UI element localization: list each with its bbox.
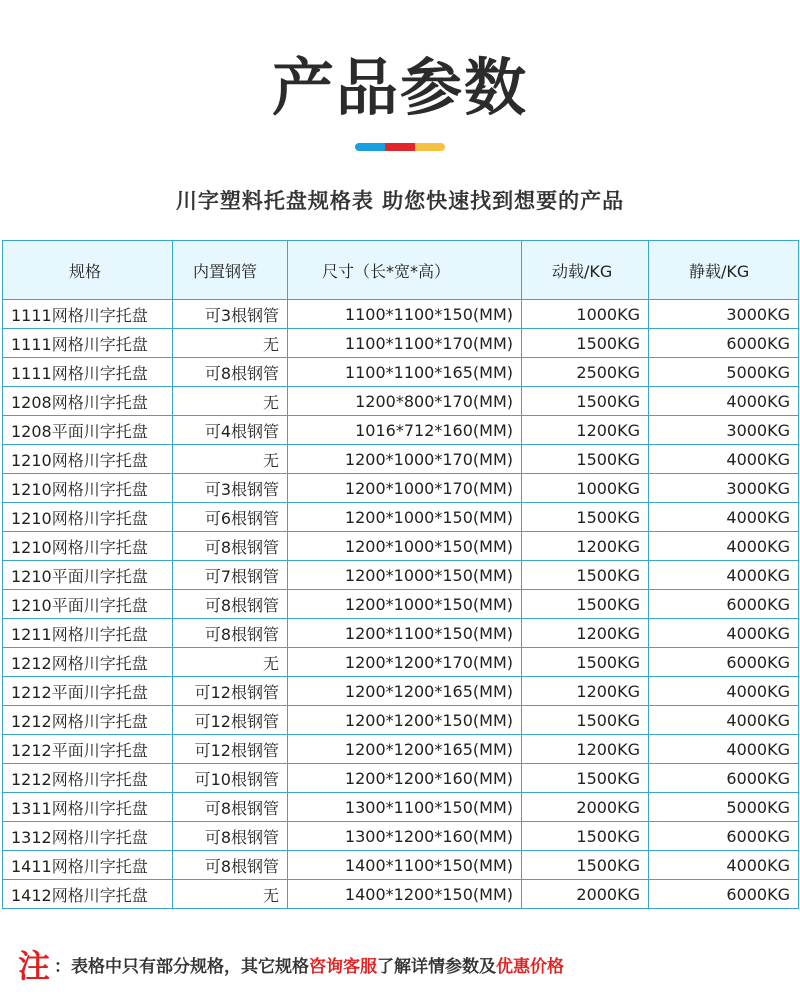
cell-size: 1200*800*170(MM) <box>288 387 522 416</box>
header-static-load: 静载/KG <box>649 241 799 300</box>
note-text-2: 了解详情参数及 <box>377 956 497 977</box>
table-row <box>3 648 799 677</box>
table-row <box>3 677 799 706</box>
cell-dynamic-load: 1500KG <box>522 445 649 474</box>
cell-spec: 1212网格川字托盘 <box>3 648 173 677</box>
underline-red-segment <box>385 143 415 151</box>
cell-static-load: 4000KG <box>649 619 799 648</box>
cell-size: 1200*1200*165(MM) <box>288 735 522 764</box>
cell-steel-pipe: 可8根钢管 <box>173 590 288 619</box>
page-title: 产品参数 <box>271 51 528 124</box>
cell-steel-pipe: 可8根钢管 <box>173 851 288 880</box>
cell-size: 1200*1200*170(MM) <box>288 648 522 677</box>
table-row <box>3 445 799 474</box>
cell-static-load: 3000KG <box>649 474 799 503</box>
table-row <box>3 503 799 532</box>
table-row <box>3 793 799 822</box>
header-dynamic-load: 动载/KG <box>522 241 649 300</box>
spec-table-body <box>3 300 799 909</box>
cell-size: 1200*1200*150(MM) <box>288 706 522 735</box>
cell-steel-pipe: 可8根钢管 <box>173 793 288 822</box>
cell-size: 1200*1000*170(MM) <box>288 474 522 503</box>
cell-spec: 1208网格川字托盘 <box>3 387 173 416</box>
cell-spec: 1208平面川字托盘 <box>3 416 173 445</box>
spec-table <box>2 240 799 909</box>
cell-size: 1200*1000*150(MM) <box>288 532 522 561</box>
cell-dynamic-load: 1000KG <box>522 474 649 503</box>
cell-static-load: 6000KG <box>649 880 799 909</box>
contact-service-link[interactable]: 咨询客服 <box>309 956 378 977</box>
table-header-row <box>3 241 799 300</box>
cell-size: 1400*1200*150(MM) <box>288 880 522 909</box>
cell-steel-pipe: 可12根钢管 <box>173 677 288 706</box>
cell-size: 1200*1000*150(MM) <box>288 561 522 590</box>
cell-spec: 1210网格川字托盘 <box>3 503 173 532</box>
cell-dynamic-load: 2000KG <box>522 793 649 822</box>
cell-dynamic-load: 1500KG <box>522 387 649 416</box>
cell-steel-pipe: 可12根钢管 <box>173 735 288 764</box>
cell-dynamic-load: 1500KG <box>522 851 649 880</box>
cell-size: 1400*1100*150(MM) <box>288 851 522 880</box>
cell-steel-pipe: 可8根钢管 <box>173 822 288 851</box>
cell-dynamic-load: 1500KG <box>522 648 649 677</box>
table-row <box>3 329 799 358</box>
cell-steel-pipe: 可8根钢管 <box>173 619 288 648</box>
cell-dynamic-load: 1500KG <box>522 503 649 532</box>
cell-spec: 1210网格川字托盘 <box>3 532 173 561</box>
cell-steel-pipe: 可8根钢管 <box>173 532 288 561</box>
underline-yellow-segment <box>415 143 445 151</box>
table-row <box>3 851 799 880</box>
cell-size: 1100*1100*170(MM) <box>288 329 522 358</box>
table-row <box>3 387 799 416</box>
table-row <box>3 822 799 851</box>
cell-static-load: 4000KG <box>649 735 799 764</box>
cell-spec: 1210网格川字托盘 <box>3 445 173 474</box>
cell-dynamic-load: 1500KG <box>522 590 649 619</box>
cell-steel-pipe: 可8根钢管 <box>173 358 288 387</box>
discount-price-link[interactable]: 优惠价格 <box>496 956 565 977</box>
cell-spec: 1212平面川字托盘 <box>3 677 173 706</box>
cell-steel-pipe: 无 <box>173 648 288 677</box>
cell-size: 1200*1000*150(MM) <box>288 590 522 619</box>
cell-size: 1200*1100*150(MM) <box>288 619 522 648</box>
cell-static-load: 4000KG <box>649 387 799 416</box>
cell-static-load: 5000KG <box>649 358 799 387</box>
table-row <box>3 764 799 793</box>
note-mark: 注 <box>18 947 51 985</box>
table-row <box>3 358 799 387</box>
cell-steel-pipe: 无 <box>173 880 288 909</box>
header-size: 尺寸（长*宽*高） <box>288 241 522 300</box>
cell-dynamic-load: 1500KG <box>522 329 649 358</box>
table-row <box>3 416 799 445</box>
cell-steel-pipe: 可6根钢管 <box>173 503 288 532</box>
cell-spec: 1210平面川字托盘 <box>3 561 173 590</box>
cell-dynamic-load: 1200KG <box>522 677 649 706</box>
cell-size: 1300*1200*160(MM) <box>288 822 522 851</box>
cell-size: 1300*1100*150(MM) <box>288 793 522 822</box>
cell-spec: 1111网格川字托盘 <box>3 300 173 329</box>
cell-static-load: 4000KG <box>649 503 799 532</box>
table-row <box>3 706 799 735</box>
cell-spec: 1212网格川字托盘 <box>3 706 173 735</box>
cell-dynamic-load: 1500KG <box>522 561 649 590</box>
cell-size: 1200*1200*160(MM) <box>288 764 522 793</box>
cell-size: 1100*1100*150(MM) <box>288 300 522 329</box>
underline-blue-segment <box>355 143 385 151</box>
table-row <box>3 532 799 561</box>
cell-steel-pipe: 可12根钢管 <box>173 706 288 735</box>
cell-static-load: 4000KG <box>649 851 799 880</box>
cell-static-load: 6000KG <box>649 764 799 793</box>
cell-spec: 1111网格川字托盘 <box>3 358 173 387</box>
table-row <box>3 590 799 619</box>
cell-spec: 1212网格川字托盘 <box>3 764 173 793</box>
title-underline-bar <box>355 143 445 151</box>
cell-spec: 1212平面川字托盘 <box>3 735 173 764</box>
table-row <box>3 880 799 909</box>
table-row <box>3 619 799 648</box>
cell-dynamic-load: 1500KG <box>522 706 649 735</box>
cell-dynamic-load: 2500KG <box>522 358 649 387</box>
cell-spec: 1211网格川字托盘 <box>3 619 173 648</box>
cell-static-load: 4000KG <box>649 561 799 590</box>
cell-spec: 1412网格川字托盘 <box>3 880 173 909</box>
footnote <box>18 944 798 984</box>
table-row <box>3 300 799 329</box>
cell-spec: 1411网格川字托盘 <box>3 851 173 880</box>
cell-spec: 1210平面川字托盘 <box>3 590 173 619</box>
header-steel-pipe: 内置钢管 <box>173 241 288 300</box>
note-text-1: ：表格中只有部分规格，其它规格 <box>54 956 310 977</box>
cell-static-load: 4000KG <box>649 445 799 474</box>
cell-dynamic-load: 1200KG <box>522 416 649 445</box>
cell-static-load: 6000KG <box>649 822 799 851</box>
cell-size: 1200*1000*170(MM) <box>288 445 522 474</box>
cell-static-load: 3000KG <box>649 416 799 445</box>
cell-dynamic-load: 1200KG <box>522 532 649 561</box>
cell-spec: 1210网格川字托盘 <box>3 474 173 503</box>
cell-steel-pipe: 无 <box>173 387 288 416</box>
cell-spec: 1311网格川字托盘 <box>3 793 173 822</box>
cell-dynamic-load: 1500KG <box>522 764 649 793</box>
cell-dynamic-load: 1200KG <box>522 735 649 764</box>
cell-steel-pipe: 可10根钢管 <box>173 764 288 793</box>
cell-dynamic-load: 1000KG <box>522 300 649 329</box>
cell-static-load: 4000KG <box>649 532 799 561</box>
cell-dynamic-load: 2000KG <box>522 880 649 909</box>
cell-spec: 1111网格川字托盘 <box>3 329 173 358</box>
cell-steel-pipe: 无 <box>173 329 288 358</box>
table-row <box>3 735 799 764</box>
page-subtitle: 川字塑料托盘规格表 助您快速找到想要的产品 <box>175 189 625 213</box>
cell-static-load: 4000KG <box>649 677 799 706</box>
cell-size: 1200*1200*165(MM) <box>288 677 522 706</box>
header-spec: 规格 <box>3 241 173 300</box>
cell-steel-pipe: 可7根钢管 <box>173 561 288 590</box>
cell-size: 1016*712*160(MM) <box>288 416 522 445</box>
table-row <box>3 474 799 503</box>
cell-size: 1200*1000*150(MM) <box>288 503 522 532</box>
cell-static-load: 6000KG <box>649 590 799 619</box>
cell-steel-pipe: 可4根钢管 <box>173 416 288 445</box>
cell-static-load: 3000KG <box>649 300 799 329</box>
cell-dynamic-load: 1200KG <box>522 619 649 648</box>
cell-static-load: 5000KG <box>649 793 799 822</box>
cell-static-load: 6000KG <box>649 329 799 358</box>
cell-steel-pipe: 无 <box>173 445 288 474</box>
cell-static-load: 4000KG <box>649 706 799 735</box>
cell-steel-pipe: 可3根钢管 <box>173 300 288 329</box>
cell-steel-pipe: 可3根钢管 <box>173 474 288 503</box>
cell-size: 1100*1100*165(MM) <box>288 358 522 387</box>
cell-dynamic-load: 1500KG <box>522 822 649 851</box>
cell-static-load: 6000KG <box>649 648 799 677</box>
table-row <box>3 561 799 590</box>
cell-spec: 1312网格川字托盘 <box>3 822 173 851</box>
